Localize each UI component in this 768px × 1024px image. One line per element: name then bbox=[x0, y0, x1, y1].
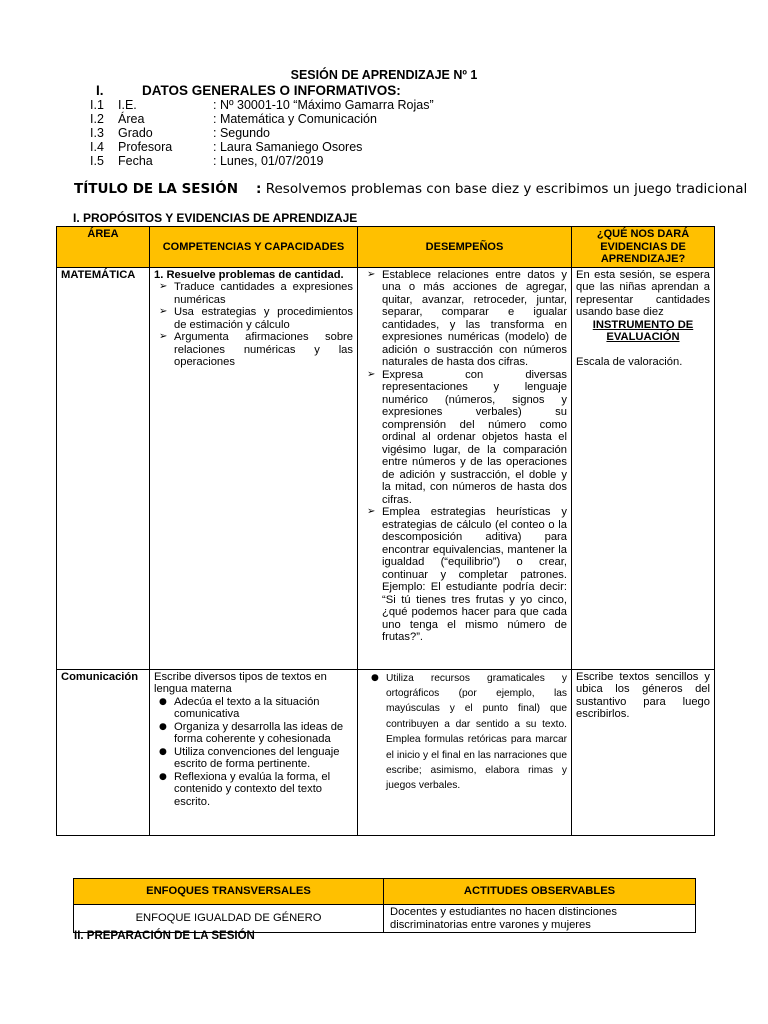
instrumento-title: INSTRUMENTO DE EVALUACIÓN bbox=[592, 318, 694, 343]
table-row bbox=[57, 669, 715, 835]
propositos-heading: I. PROPÓSITOS Y EVIDENCIAS DE APRENDIZAJE bbox=[73, 211, 358, 225]
list-item: ➢ Traduce cantidades a expresiones numéricas bbox=[174, 281, 353, 306]
header-actitudes: ACTITUDES OBSERVABLES bbox=[384, 879, 696, 905]
list-item: ● Utiliza recursos gramaticales y ortográficos (por ejemplo, las mayúsculas y el punto final) que contribuyen a dar sentido a su texto. Emplea formulas retóricas para marcar el inicio y el final en las narraciones que escribe; asimismo, elabora rimas y juegos verbales. bbox=[386, 671, 567, 794]
competencia-title: Escribe diversos tipos de textos en lengua materna bbox=[154, 670, 327, 695]
session-title-colon: : bbox=[256, 181, 262, 197]
area-cell: MATEMÁTICA bbox=[57, 267, 150, 669]
header-area: ÁREA bbox=[57, 227, 150, 268]
table-row bbox=[74, 905, 696, 933]
datos-label: Grado bbox=[118, 126, 153, 140]
datos-row bbox=[90, 154, 324, 168]
competencia-title: 1. Resuelve problemas de cantidad. bbox=[154, 268, 344, 281]
desempenos-list bbox=[362, 671, 567, 794]
session-title-value: Resolvemos problemas con base diez y escribimos un juego tradicional bbox=[265, 181, 748, 197]
datos-value: : Lunes, 01/07/2019 bbox=[213, 154, 324, 168]
datos-value: : Segundo bbox=[213, 126, 270, 140]
document-title: SESIÓN DE APRENDIZAJE Nº 1 bbox=[290, 68, 478, 82]
datos-row bbox=[90, 98, 434, 112]
evidencia-text: En esta sesión, se espera que las niñas aprendan a representar cantidades usando base diez bbox=[576, 268, 710, 318]
list-item: ● Organiza y desarrolla las ideas de forma coherente y cohesionada bbox=[174, 721, 353, 746]
list-item: ● Reflexiona y evalúa la forma, el contenido y contexto del texto escrito. bbox=[174, 771, 353, 809]
session-title-line bbox=[74, 181, 747, 197]
competencias-cell bbox=[150, 267, 358, 669]
datos-row bbox=[90, 112, 377, 126]
desempenos-cell bbox=[358, 669, 572, 835]
datos-label: I.E. bbox=[118, 98, 137, 112]
propositos-table bbox=[56, 226, 715, 836]
datos-code: I.2 bbox=[90, 112, 104, 126]
area-cell: Comunicación bbox=[57, 669, 150, 835]
datos-value: : Matemática y Comunicación bbox=[213, 112, 377, 126]
enfoques-table bbox=[73, 878, 696, 933]
capacidades-list bbox=[154, 281, 353, 369]
evidencia-text: Escribe textos sencillos y ubica los géneros del sustantivo para luego escribirlos. bbox=[576, 670, 710, 720]
evidencias-cell bbox=[572, 267, 715, 669]
competencias-cell bbox=[150, 669, 358, 835]
preparacion-heading: II. PREPARACIÓN DE LA SESIÓN bbox=[74, 930, 255, 942]
datos-heading-text: DATOS GENERALES O INFORMATIVOS: bbox=[142, 83, 401, 98]
header-competencias: COMPETENCIAS Y CAPACIDADES bbox=[150, 227, 358, 268]
datos-value: : Nº 30001-10 “Máximo Gamarra Rojas” bbox=[213, 98, 434, 112]
list-item: ➢ Argumenta afirmaciones sobre relaciones numéricas y las operaciones bbox=[174, 331, 353, 369]
datos-label: Profesora bbox=[118, 140, 173, 154]
list-item: ➢ Establece relaciones entre datos y una o más acciones de agregar, quitar, avanzar, retroceder, juntar, separar, comparar e igualar cantidades, y las transforma en expresiones numéricas (modelo) de adición o sustracción con números naturales de hasta dos cifras. bbox=[382, 269, 567, 369]
list-item: ● Utiliza convenciones del lenguaje escrito de forma pertinente. bbox=[174, 746, 353, 771]
desempenos-list bbox=[362, 269, 567, 644]
datos-row bbox=[90, 140, 362, 154]
datos-label: Fecha bbox=[118, 154, 153, 168]
list-item: ➢ Emplea estrategias heurísticas y estrategias de cálculo (el conteo o la descomposición aditiva) para encontrar equivalencias, mantener la igualdad (“equilibrio”) o crear, continuar y completar patrones. Ejemplo: El estudiante podría decir: “Si tú tienes tres frutas y yo cinco, ¿qué podemos hacer para que cada uno tenga el mismo número de frutas?”. bbox=[382, 506, 567, 644]
header-evidencias: ¿QUÉ NOS DARÁ EVIDENCIAS DE APRENDIZAJE? bbox=[572, 227, 715, 268]
datos-heading bbox=[96, 83, 401, 98]
list-item: ● Adecúa el texto a la situación comunicativa bbox=[174, 696, 353, 721]
enfoques-header-row bbox=[74, 879, 696, 905]
desempenos-cell bbox=[358, 267, 572, 669]
datos-row bbox=[90, 126, 270, 140]
enfoque-cell: ENFOQUE IGUALDAD DE GÉNERO bbox=[74, 905, 384, 933]
session-title-label: TÍTULO DE LA SESIÓN bbox=[74, 181, 239, 197]
datos-code: I.5 bbox=[90, 154, 104, 168]
list-item: ➢ Usa estrategias y procedimientos de estimación y cálculo bbox=[174, 306, 353, 331]
datos-label: Área bbox=[118, 112, 145, 126]
actitud-cell: Docentes y estudiantes no hacen distinciones discriminatorias entre varones y mujeres bbox=[384, 905, 696, 933]
datos-code: I.1 bbox=[90, 98, 104, 112]
header-enfoques: ENFOQUES TRANSVERSALES bbox=[74, 879, 384, 905]
datos-code: I.3 bbox=[90, 126, 104, 140]
datos-value: : Laura Samaniego Osores bbox=[213, 140, 363, 154]
table-header-row bbox=[57, 227, 715, 268]
evidencias-cell bbox=[572, 669, 715, 835]
instrumento-text: Escala de valoración. bbox=[576, 355, 683, 368]
datos-numeral: I. bbox=[96, 83, 104, 98]
datos-code: I.4 bbox=[90, 140, 104, 154]
list-item: ➢ Expresa con diversas representaciones y lenguaje numérico (números, signos y expresiones verbales) su comprensión del número como ordinal al ordenar objetos hasta el vigésimo lugar, de la comparación entre números y de las operaciones de adición y sustracción, el doble y la mitad, con números de hasta dos cifras. bbox=[382, 369, 567, 507]
header-desempenos: DESEMPEÑOS bbox=[358, 227, 572, 268]
capacidades-list bbox=[154, 696, 353, 809]
table-row bbox=[57, 267, 715, 669]
